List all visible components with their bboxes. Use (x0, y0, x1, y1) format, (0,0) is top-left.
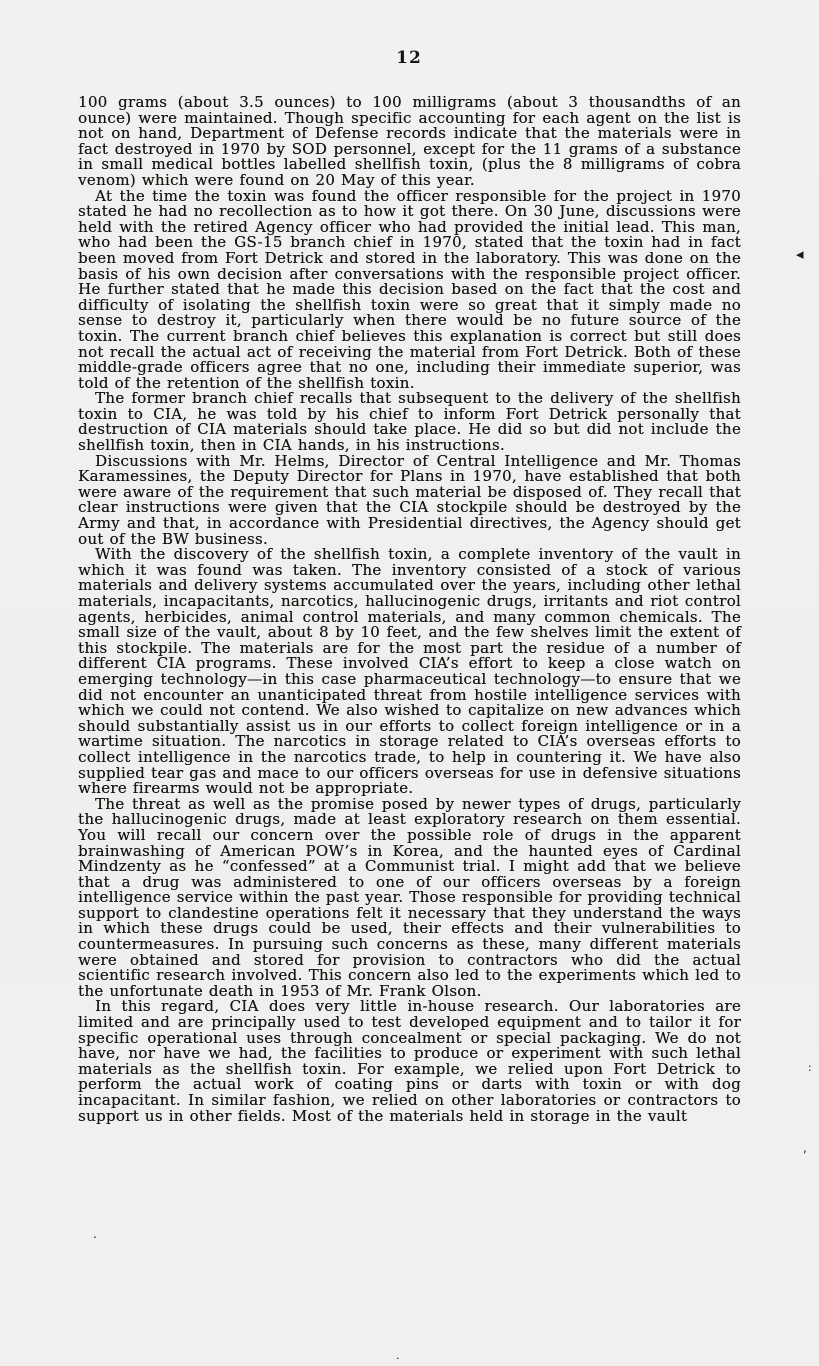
speck-mark: , (803, 1141, 807, 1155)
speck-mark: . (93, 1227, 97, 1241)
paragraph: With the discovery of the shellfish toxin, a complete inventory of the vault in which it was found was taken. The inventory consisted of a stock of various materials and delivery systems accumulated over the years, including other lethal materials, incapacitants, narcotics, hallucinogenic drugs, irritants and riot control agents, herbicides, animal control materials, and many common chemicals. The small size of the vault, about 8 by 10 feet, and the few shelves limit the extent of this stockpile. The materials are for the most part the residue of a number of different CIA programs. These involved CIA’s effort to keep a close watch on emerging technology—in this case pharmaceutical technology—to ensure that we did not encounter an unanticipated threat from hostile intelligence services with which we could not contend. We also wished to capitalize on new advances which should substantially assist us in our efforts to collect foreign intelligence or in a wartime situation. The narcotics in storage related to CIA’s overseas efforts to collect intelligence in the narcotics trade, to help in countering it. We have also supplied tear gas and mace to our officers overseas for use in defensive situations where firearms would not be appropriate. (78, 545, 741, 798)
speck-mark: . (396, 1349, 400, 1362)
page-number: 12 (396, 48, 422, 68)
paragraph: The former branch chief recalls that subsequent to the delivery of the shellfish toxin to CIA, he was told by his chief to inform Fort Detrick personally that destruction of CIA materials should take place. He did so but did not include the shellfish toxin, then in CIA hands, in his instructions. (78, 389, 741, 455)
paragraph: 100 grams (about 3.5 ounces) to 100 milligrams (about 3 thousandths of an ounce) were maintained. Though specific accounting for each agent on the list is not on hand, Department of Defense records indicate that the materials were in fact destroyed in 1970 by SOD personnel, except for the 11 grams of a substance in small medical bottles labelled shellfish toxin, (plus the 8 milligrams of cobra venom) which were found on 20 May of this year. (78, 93, 741, 189)
paragraph: Discussions with Mr. Helms, Director of Central Intelligence and Mr. Thomas Karamessines, the Deputy Director for Plans in 1970, have established that both were aware of the requirement that such material be disposed of. They recall that clear instructions were given that the CIA stockpile should be destroyed by the Army and that, in accordance with Presidential directives, the Agency should get out of the BW business. (78, 451, 741, 548)
paragraph: The threat as well as the promise posed by newer types of drugs, particularly the hallucinogenic drugs, made at least exploratory research on them essential. You will recall our concern over the possible role of drugs in the apparent brainwashing of American POW’s in Korea, and the haunted eyes of Cardinal Mindzenty as he “confessed” at a Communist trial. I might add that we believe that a drug was administered to one of our officers overseas by a foreign intelligence service within the past year. Those responsible for providing technical support to clandestine operations felt it necessary that they understand the ways in which these drugs could be used, their effects and their vulnerabilities to countermeasures. In pursuing such concerns as these, many different materials were obtained and stored for provision to contractors who did the actual scientific research involved. This concern also led to the experiments which led to the unfortunate death in 1953 of Mr. Frank Olson. (78, 794, 741, 1000)
paragraph: In this regard, CIA does very little in-house research. Our laboratories are limited and are principally used to test developed equipment and to tailor it for specific operational uses through concealment or special packaging. We do not have, nor have we had, the facilities to produce or experiment with such lethal materials as the shellfish toxin. For example, we relied upon Fort Detrick to perform the actual work of coating pins or darts with toxin or with dog incapacitant. In similar fashion, we relied on other laboratories or contractors to support us in other fields. Most of the materials held in storage in the vault (78, 997, 741, 1125)
document-body (78, 95, 741, 1124)
arrowhead-mark: ◂ (796, 245, 804, 263)
paragraph: At the time the toxin was found the officer responsible for the project in 1970 stated he had no recollection as to how it got there. On 30 June, discussions were held with the retired Agency officer who had provided the initial lead. This man, who had been the GS-15 branch chief in 1970, stated that the toxin had in fact been moved from Fort Detrick and stored in the laboratory. This was done on the basis of his own decision after conversations with the responsible project officer. He further stated that he made this decision based on the fact that the cost and difficulty of isolating the shellfish toxin were so great that it simply made no sense to destroy it, particularly when there would be no future source of the toxin. The current branch chief believes this explanation is correct but still does not recall the actual act of receiving the material from Fort Detrick. Both of these middle-grade officers agree that no one, including their immediate superior, was told of the retention of the shellfish toxin. (78, 186, 741, 392)
speck-mark: : (808, 1061, 812, 1074)
